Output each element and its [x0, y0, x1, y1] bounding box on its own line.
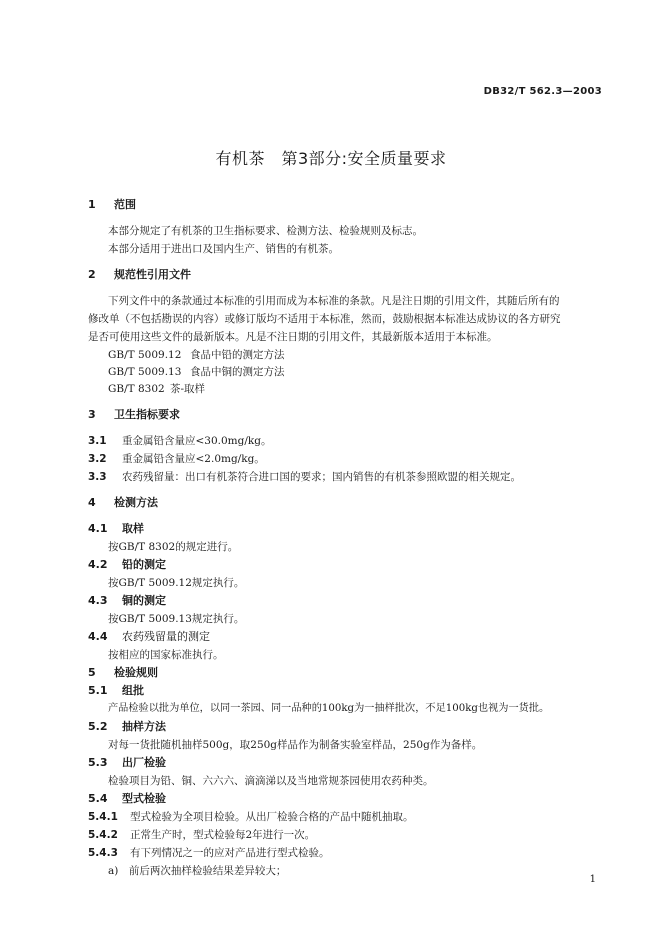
clause-title: 抽样方法 — [122, 720, 166, 733]
paragraph: 检验项目为铅、铜、六六六、滴滴涕以及当地常规茶园使用农药种类。 — [108, 775, 434, 787]
paragraph: 是否可使用这些文件的最新版本。凡是不注日期的引用文件，其最新版本适用于本标准。 — [88, 331, 498, 343]
clause-number: 5.4 — [88, 792, 108, 805]
clause-number: 3.3 — [88, 471, 107, 483]
section-5-heading — [88, 666, 158, 680]
paragraph: 按GB/T 5009.12规定执行。 — [108, 577, 245, 589]
clause-4-2 — [88, 558, 166, 572]
section-title: 规范性引用文件 — [114, 268, 191, 281]
paragraph: 对每一货批随机抽样500g，取250g样品作为制备实验室样品，250g作为备样。 — [108, 739, 483, 751]
reference-name: 茶-取样 — [170, 383, 206, 395]
clause-text: 型式检验为全项目检验。从出厂检验合格的产品中随机抽取。 — [130, 811, 414, 823]
clause-3-1 — [88, 434, 271, 448]
clause-text: 重金属铅含量应<2.0mg/kg。 — [122, 453, 265, 465]
paragraph: 产品检验以批为单位，以同一茶园、同一品种的100kg为一抽样批次，不足100kg也视为一货批。 — [108, 703, 550, 714]
clause-3-2 — [88, 452, 265, 466]
paragraph: 按GB/T 5009.13规定执行。 — [108, 613, 245, 625]
section-number: 1 — [88, 198, 96, 211]
paragraph: 本部分规定了有机茶的卫生指标要求、检测方法、检验规则及标志。 — [108, 225, 423, 237]
clause-title: 组批 — [122, 684, 144, 697]
clause-number: 3.2 — [88, 453, 107, 465]
clause-number: 5.4.2 — [88, 829, 118, 841]
section-title: 范围 — [114, 198, 136, 211]
clause-5-4-2 — [88, 828, 315, 842]
clause-text: 正常生产时，型式检验每2年进行一次。 — [130, 829, 316, 841]
reference-code: GB/T 5009.13 — [108, 366, 182, 378]
clause-number: 5.4.1 — [88, 811, 118, 823]
section-title: 卫生指标要求 — [114, 408, 180, 421]
clause-number: 4.3 — [88, 594, 108, 607]
clause-number: 5.2 — [88, 720, 108, 733]
section-1-heading — [88, 198, 136, 212]
clause-text: 有下列情况之一的应对产品进行型式检验。 — [130, 847, 330, 859]
section-title: 检测方法 — [114, 496, 158, 509]
paragraph: 修改单（不包括勘误的内容）或修订版均不适用于本标准，然而，鼓励根据本标准达成协议的各方研究 — [88, 313, 561, 325]
clause-5-4 — [88, 792, 166, 806]
clause-4-4 — [88, 630, 210, 644]
section-number: 4 — [88, 496, 96, 509]
list-item-a: a) 前后两次抽样检验结果差异较大； — [108, 865, 287, 877]
clause-number: 5.1 — [88, 684, 108, 697]
paragraph: 按GB/T 8302的规定进行。 — [108, 541, 239, 553]
clause-number: 4.2 — [88, 558, 108, 571]
reference-code: GB/T 5009.12 — [108, 349, 182, 361]
clause-number: 5.3 — [88, 756, 108, 769]
paragraph: 本部分适用于进出口及国内生产、销售的有机茶。 — [108, 243, 339, 255]
clause-5-1 — [88, 684, 144, 698]
clause-title: 型式检验 — [122, 792, 166, 805]
page-number: 1 — [589, 874, 596, 885]
clause-text: 农药残留量：出口有机茶符合进口国的要求；国内销售的有机茶参照欧盟的相关规定。 — [122, 471, 521, 483]
section-4-heading — [88, 496, 158, 510]
section-number: 3 — [88, 408, 96, 421]
clause-4-1 — [88, 522, 144, 536]
reference-name: 食品中铅的测定方法 — [190, 349, 285, 361]
paragraph: 按相应的国家标准执行。 — [108, 649, 224, 661]
clause-title: 铅的测定 — [122, 558, 166, 571]
clause-3-3 — [88, 470, 521, 484]
clause-5-4-3 — [88, 846, 330, 860]
section-number: 5 — [88, 666, 96, 679]
clause-title: 取样 — [122, 522, 144, 535]
section-2-heading — [88, 268, 191, 282]
document-title: 有机茶 第3部分:安全质量要求 — [215, 149, 447, 168]
clause-5-3 — [88, 756, 166, 770]
section-title: 检验规则 — [114, 666, 158, 679]
reference-entry — [108, 382, 205, 396]
reference-name: 食品中铜的测定方法 — [190, 366, 285, 378]
reference-entry — [108, 365, 285, 379]
reference-code: GB/T 8302 — [108, 383, 165, 395]
clause-title: 铜的测定 — [122, 594, 166, 607]
clause-number: 5.4.3 — [88, 847, 118, 859]
section-3-heading — [88, 408, 180, 422]
clause-number: 4.1 — [88, 522, 108, 535]
clause-number: 4.4 — [88, 630, 108, 643]
reference-entry — [108, 348, 285, 362]
clause-title: 出厂检验 — [122, 756, 166, 769]
section-number: 2 — [88, 268, 96, 281]
clause-number: 3.1 — [88, 435, 107, 447]
document-code: DB32/T 562.3—2003 — [483, 86, 602, 97]
clause-text: 重金属铅含量应<30.0mg/kg。 — [122, 435, 272, 447]
clause-5-4-1 — [88, 810, 414, 824]
clause-5-2 — [88, 720, 166, 734]
paragraph: 下列文件中的条款通过本标准的引用而成为本标准的条款。凡是注日期的引用文件，其随后所有的 — [108, 295, 560, 307]
clause-4-3 — [88, 594, 166, 608]
clause-title: 农药残留量的测定 — [122, 630, 210, 643]
